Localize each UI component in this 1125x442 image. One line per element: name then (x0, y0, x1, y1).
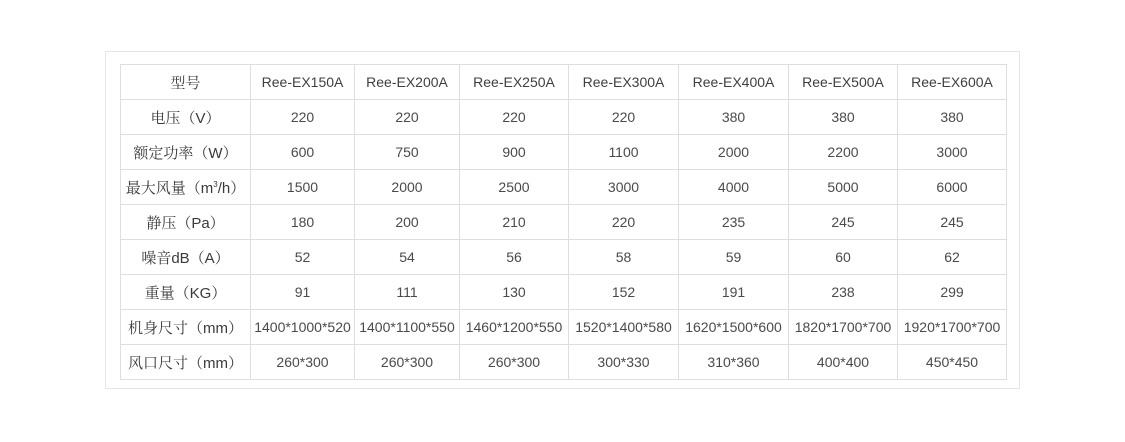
table-row-noise (121, 240, 1007, 275)
table-cell: 299 (898, 275, 1007, 310)
header-cell: Ree-EX400A (679, 65, 789, 100)
table-cell: 750 (355, 135, 460, 170)
table-cell: 220 (569, 100, 679, 135)
table-cell: 220 (355, 100, 460, 135)
table-cell: 260*300 (355, 345, 460, 380)
table-row-body-size (121, 310, 1007, 345)
table-cell: 1460*1200*550 (460, 310, 569, 345)
row-label: 噪音dB（A） (121, 240, 251, 275)
table-cell: 58 (569, 240, 679, 275)
table-cell: 1620*1500*600 (679, 310, 789, 345)
table-cell: 245 (789, 205, 898, 240)
header-cell: Ree-EX150A (251, 65, 355, 100)
table-cell: 191 (679, 275, 789, 310)
table-cell: 3000 (898, 135, 1007, 170)
table-cell: 1520*1400*580 (569, 310, 679, 345)
table-row-static-pressure (121, 205, 1007, 240)
row-label (121, 170, 251, 205)
table-cell: 59 (679, 240, 789, 275)
table-cell: 4000 (679, 170, 789, 205)
table-row-power (121, 135, 1007, 170)
table-cell: 235 (679, 205, 789, 240)
table-cell: 1100 (569, 135, 679, 170)
table-cell: 91 (251, 275, 355, 310)
table-cell: 245 (898, 205, 1007, 240)
table-cell: 210 (460, 205, 569, 240)
header-cell-model: 型号 (121, 65, 251, 100)
table-cell: 220 (460, 100, 569, 135)
table-cell: 3000 (569, 170, 679, 205)
table-cell: 380 (898, 100, 1007, 135)
table-row-weight (121, 275, 1007, 310)
row-label-text: 最大风量（m (125, 179, 214, 197)
table-cell: 1500 (251, 170, 355, 205)
table-cell: 220 (569, 205, 679, 240)
row-label: 风口尺寸（mm） (121, 345, 251, 380)
header-cell: Ree-EX250A (460, 65, 569, 100)
table-cell: 52 (251, 240, 355, 275)
table-cell: 600 (251, 135, 355, 170)
table-cell: 2200 (789, 135, 898, 170)
table-cell: 60 (789, 240, 898, 275)
table-cell: 111 (355, 275, 460, 310)
table-cell: 56 (460, 240, 569, 275)
row-label: 额定功率（W） (121, 135, 251, 170)
table-cell: 380 (679, 100, 789, 135)
table-cell: 220 (251, 100, 355, 135)
table-cell: 380 (789, 100, 898, 135)
header-cell: Ree-EX200A (355, 65, 460, 100)
header-cell: Ree-EX300A (569, 65, 679, 100)
table-header-row (121, 65, 1007, 100)
table-cell: 1400*1000*520 (251, 310, 355, 345)
row-label: 静压（Pa） (121, 205, 251, 240)
table-cell: 130 (460, 275, 569, 310)
table-cell: 54 (355, 240, 460, 275)
table-cell: 900 (460, 135, 569, 170)
table-cell: 400*400 (789, 345, 898, 380)
table-cell: 1820*1700*700 (789, 310, 898, 345)
row-label: 电压（V） (121, 100, 251, 135)
row-label: 机身尺寸（mm） (121, 310, 251, 345)
table-cell: 200 (355, 205, 460, 240)
table-cell: 310*360 (679, 345, 789, 380)
header-cell: Ree-EX500A (789, 65, 898, 100)
table-cell: 6000 (898, 170, 1007, 205)
header-cell: Ree-EX600A (898, 65, 1007, 100)
table-cell: 260*300 (460, 345, 569, 380)
table-cell: 300*330 (569, 345, 679, 380)
table-cell: 5000 (789, 170, 898, 205)
table-cell: 2000 (355, 170, 460, 205)
table-cell: 152 (569, 275, 679, 310)
superscript: 3 (213, 179, 218, 189)
table-cell: 238 (789, 275, 898, 310)
table-cell: 62 (898, 240, 1007, 275)
table-cell: 2000 (679, 135, 789, 170)
table-cell: 260*300 (251, 345, 355, 380)
spec-table (120, 64, 1007, 380)
table-cell: 1400*1100*550 (355, 310, 460, 345)
table-cell: 180 (251, 205, 355, 240)
table-cell: 2500 (460, 170, 569, 205)
table-row-voltage (121, 100, 1007, 135)
row-label: 重量（KG） (121, 275, 251, 310)
table-cell: 450*450 (898, 345, 1007, 380)
table-row-outlet-size (121, 345, 1007, 380)
table-cell: 1920*1700*700 (898, 310, 1007, 345)
row-label-text: /h） (217, 179, 246, 197)
table-row-airflow (121, 170, 1007, 205)
